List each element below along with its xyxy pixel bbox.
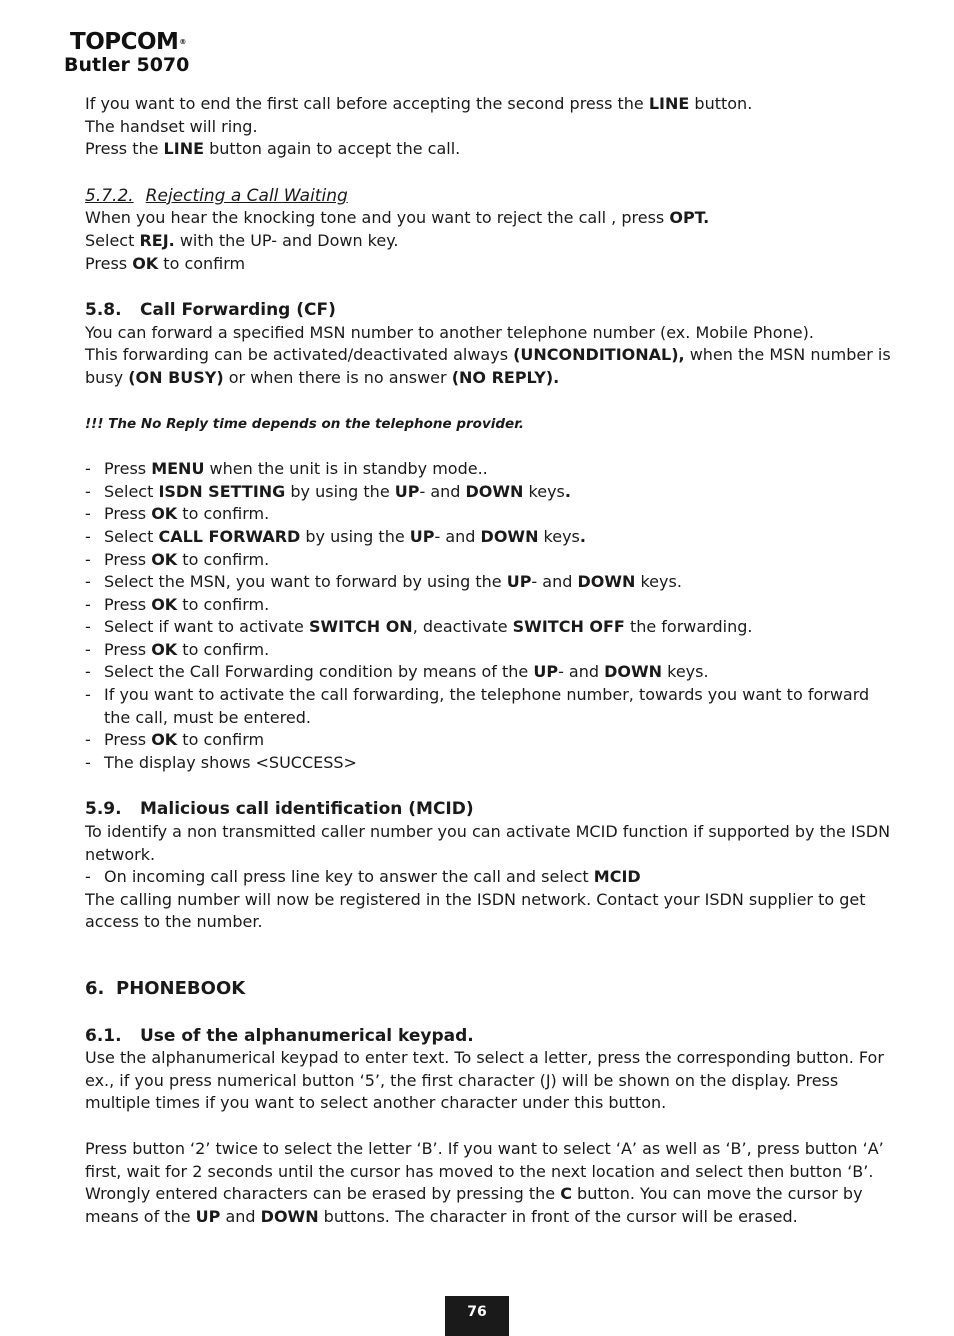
heading-5-7-2: 5.7.2. Rejecting a Call Waiting: [85, 185, 348, 206]
mcid-steps: [85, 866, 900, 889]
s61-paragraph-2: Press button ‘2’ twice to select the letter ‘B’. If you want to select ‘A’ as well as ‘B’, press button ‘A’ first, wait for 2 seconds until the cursor has moved to the next location and select then button ‘B’. Wrongly entered characters can be erased by pressing the C button. You can move the cursor by means of the UP and DOWN buttons. The character in front of the cursor will be erased.: [85, 1138, 884, 1226]
s59-line-3: The calling number will now be registered in the ISDN network. Contact your ISDN supplier to get access to the number.: [85, 889, 866, 932]
list-item: - Select if want to activate SWITCH ON, deactivate SWITCH OFF the forwarding.: [85, 616, 900, 639]
list-item: - Select the Call Forwarding condition by means of the UP- and DOWN keys.: [85, 661, 900, 684]
heading-6: 6. PHONEBOOK: [85, 978, 246, 999]
s572-line-1: When you hear the knocking tone and you want to reject the call , press OPT.: [85, 208, 710, 228]
list-item: - Press OK to confirm.: [85, 639, 900, 662]
list-item: - If you want to activate the call forwarding, the telephone number, towards you want to forward the call, must be entered.: [85, 684, 900, 729]
list-item: - The display shows <SUCCESS>: [85, 752, 900, 775]
s61-paragraph-1: Use the alphanumerical keypad to enter text. To select a letter, press the corresponding button. For ex., if you press numerical button ‘5’, the first character (J) will be shown on the display. Press multiple times if you want to select another character under this button.: [85, 1048, 884, 1113]
page-number: 76: [445, 1296, 509, 1336]
page-content: [85, 93, 900, 1228]
s58-line-2: This forwarding can be activated/deactivated always (UNCONDITIONAL), when the MSN number is busy (ON BUSY) or when there is no answer (NO REPLY).: [85, 345, 891, 387]
s572-line-2: Select REJ. with the UP- and Down key.: [85, 230, 399, 250]
list-item: - Press OK to confirm.: [85, 594, 900, 617]
s59-line-1: To identify a non transmitted caller number you can activate MCID function if supported by the ISDN network.: [85, 822, 891, 864]
heading-5-9: 5.9. Malicious call identification (MCID): [85, 799, 474, 820]
intro-line-2: The handset will ring.: [85, 116, 258, 136]
s58-line-1: You can forward a specified MSN number to another telephone number (ex. Mobile Phone).: [85, 322, 814, 342]
list-item: - Press OK to confirm.: [85, 503, 900, 526]
list-item: - On incoming call press line key to answer the call and select MCID: [85, 866, 900, 889]
intro-line-1: If you want to end the first call before accepting the second press the LINE button.: [85, 94, 753, 113]
s572-line-3: Press OK to confirm: [85, 253, 246, 273]
intro-line-3: Press the LINE button again to accept the call.: [85, 139, 461, 159]
brand-name: TOPCOM: [70, 29, 179, 55]
list-item: - Select CALL FORWARD by using the UP- and DOWN keys.: [85, 526, 900, 549]
heading-5-8: 5.8. Call Forwarding (CF): [85, 300, 336, 321]
list-item: - Press OK to confirm.: [85, 549, 900, 572]
list-item: - Press OK to confirm: [85, 729, 900, 752]
heading-6-1: 6.1. Use of the alphanumerical keypad.: [85, 1025, 474, 1046]
registered-mark: ®: [179, 38, 186, 46]
page-header: [64, 30, 189, 76]
list-item: - Select the MSN, you want to forward by using the UP- and DOWN keys.: [85, 571, 900, 594]
brand-logo: [64, 30, 189, 54]
list-item: - Press MENU when the unit is in standby mode..: [85, 458, 900, 481]
list-item: - Select ISDN SETTING by using the UP- and DOWN keys.: [85, 481, 900, 504]
no-reply-note: !!! The No Reply time depends on the telephone provider.: [85, 415, 525, 432]
call-forward-steps: [85, 458, 900, 774]
model-name: Butler 5070: [64, 54, 190, 76]
